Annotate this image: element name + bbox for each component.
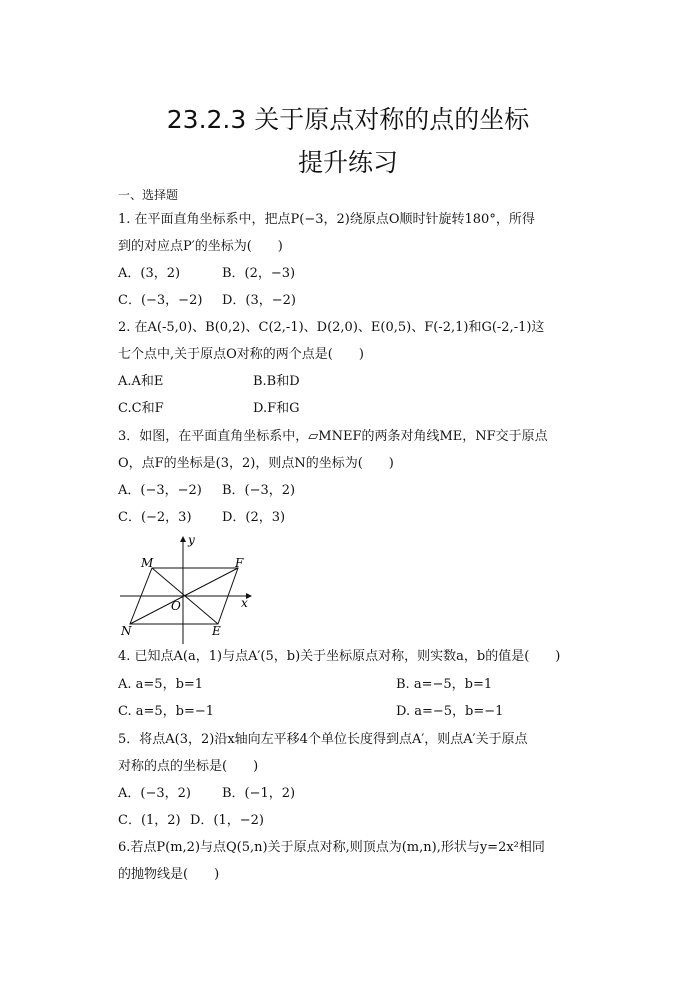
y-axis-arrow: [180, 536, 186, 542]
q1-stem-line1: 1. 在平面直角坐标系中，把点P(−3，2)绕原点O顺时针旋转180°，所得: [118, 212, 535, 227]
q2-stem-line1: 2. 在A(-5,0)、B(0,2)、C(2,-1)、D(2,0)、E(0,5)、F(-2,1)和G(-2,-1)这: [118, 320, 545, 335]
parallelogram-figure: [118, 534, 258, 646]
q1-option-a: A．(3，2): [118, 266, 181, 281]
q1-stem-line2: 到的对应点P′的坐标为( ): [118, 239, 283, 254]
q1-option-b: B．(2，−3): [222, 266, 296, 281]
label-m: M: [141, 556, 154, 570]
label-n: N: [121, 624, 132, 638]
q4-option-d: D. a=−5，b=−1: [396, 704, 504, 719]
q3-option-c: C．(−2，3): [118, 510, 192, 525]
q5-option-b: B．(−1，2): [222, 786, 296, 801]
q2-option-c: C.C和F: [118, 401, 164, 416]
label-y: y: [188, 534, 195, 547]
q5-option-c: C．(1，2): [118, 813, 181, 828]
q5-option-d: D．(1，−2): [190, 813, 265, 828]
q6-stem-line1: 6.若点P(m,2)与点Q(5,n)关于原点对称,则顶点为(m,n),形状与y=2x²相同: [118, 840, 545, 855]
q4-stem-line1: 4. 已知点A(a，1)与点A′(5，b)关于坐标原点对称，则实数a，b的值是( ): [118, 649, 561, 664]
q5-option-a: A．(−3，2): [118, 786, 191, 801]
page-subtitle: 提升练习: [297, 148, 398, 177]
label-o: O: [171, 599, 181, 613]
q3-option-b: B．(−3，2): [222, 483, 296, 498]
q1-option-c: C．(−3，−2): [118, 293, 203, 308]
q3-option-a: A．(−3，−2): [118, 483, 202, 498]
label-x: x: [241, 596, 248, 610]
q2-option-a: A.A和E: [118, 374, 164, 389]
q4-option-a: A. a=5，b=1: [118, 677, 204, 692]
label-e: E: [212, 624, 221, 638]
q3-stem-line1: 3．如图，在平面直角坐标系中，▱MNEF的两条对角线ME，NF交于原点: [118, 429, 548, 444]
section-heading: 一、选择题: [118, 188, 179, 202]
q3-stem-line2: O，点F的坐标是(3，2)，则点N的坐标为( ): [118, 456, 394, 471]
q4-option-c: C. a=5，b=−1: [118, 704, 215, 719]
q1-option-d: D．(3，−2): [222, 293, 297, 308]
q2-option-d: D.F和G: [253, 401, 300, 416]
q3-option-d: D．(2，3): [222, 510, 286, 525]
q4-option-b: B. a=−5，b=1: [396, 677, 493, 692]
page-title: 23.2.3 关于原点对称的点的坐标: [166, 105, 530, 134]
q2-option-b: B.B和D: [253, 374, 300, 389]
q2-stem-line2: 七个点中,关于原点O对称的两个点是( ): [118, 347, 364, 362]
q5-stem-line2: 对称的点的坐标是( ): [118, 759, 259, 774]
label-f: F: [235, 556, 244, 570]
q6-stem-line2: 的抛物线是( ): [118, 867, 220, 882]
q5-stem-line1: 5．将点A(3，2)沿x轴向左平移4个单位长度得到点A′，则点A′关于原点: [118, 732, 528, 747]
